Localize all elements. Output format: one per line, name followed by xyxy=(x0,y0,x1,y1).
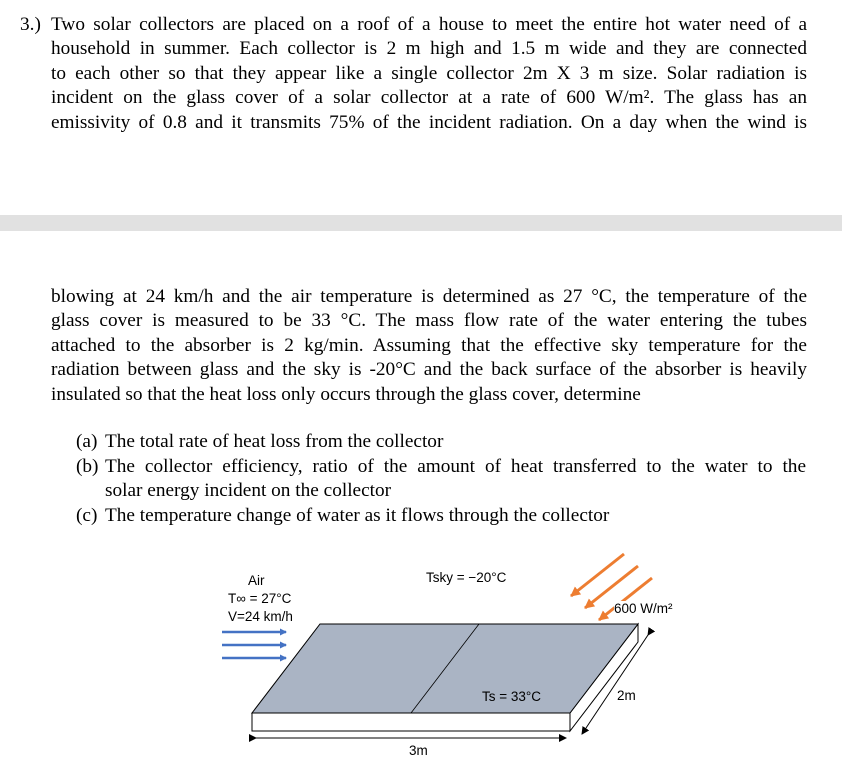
height-dimension-label: 2m xyxy=(617,688,636,703)
width-dimension-label: 3m xyxy=(409,743,428,758)
text-line: Two solar collectors are placed on a roof of a house to meet the entire hot water need of a xyxy=(51,14,807,35)
text-line: blowing at 24 km/h and the air temperature is determined as 27 °C, the temperature of the xyxy=(51,286,807,307)
text-line: The collector efficiency, ratio of the amount of heat transferred to the water to the xyxy=(105,456,806,477)
text-line: attached to the absorber is 2 kg/min. Assuming that the effective sky temperature for the xyxy=(51,334,807,356)
wind-velocity-label: V=24 km/h xyxy=(228,609,293,624)
item-a-text: The total rate of heat loss from the collector xyxy=(105,431,444,452)
text-line: emissivity of 0.8 and it transmits 75% of the incident radiation. On a day when the wind is xyxy=(51,111,807,133)
text-line: to each other so that they appear like a single collector 2m X 3 m size. Solar radiation is xyxy=(51,62,807,84)
text-line: insulated so that the heat loss only occurs through the glass cover, determine xyxy=(51,383,641,405)
radiation-flux-label: 600 W/m² xyxy=(614,601,673,616)
item-b-marker: (b) xyxy=(76,456,99,477)
question-number: 3.) xyxy=(20,14,41,35)
text-line: solar energy incident on the collector xyxy=(105,480,392,502)
item-c-text: The temperature change of water as it flows through the collector xyxy=(105,505,610,526)
text-line: household in summer. Each collector is 2 m high and 1.5 m wide and they are connected xyxy=(51,38,807,60)
text-line: radiation between glass and the sky is -20°C and the back surface of the absorber is heavily xyxy=(51,359,807,381)
air-label: Air xyxy=(248,573,265,588)
sky-temperature-label: Tsky = −20°C xyxy=(426,570,507,585)
wind-arrows xyxy=(222,632,286,658)
item-c-marker: (c) xyxy=(76,505,98,526)
surface-temperature-label: Ts = 33°C xyxy=(482,689,542,704)
ambient-temperature-label: T∞ = 27°C xyxy=(228,591,292,606)
text-line: glass cover is measured to be 33 °C. The mass flow rate of the water entering the tubes xyxy=(51,310,807,332)
radiation-arrow xyxy=(571,554,624,596)
text-line: incident on the glass cover of a solar collector at a rate of 600 W/m². The glass has an xyxy=(51,87,807,109)
item-a-marker: (a) xyxy=(76,431,98,452)
panel-front-face xyxy=(252,713,570,731)
